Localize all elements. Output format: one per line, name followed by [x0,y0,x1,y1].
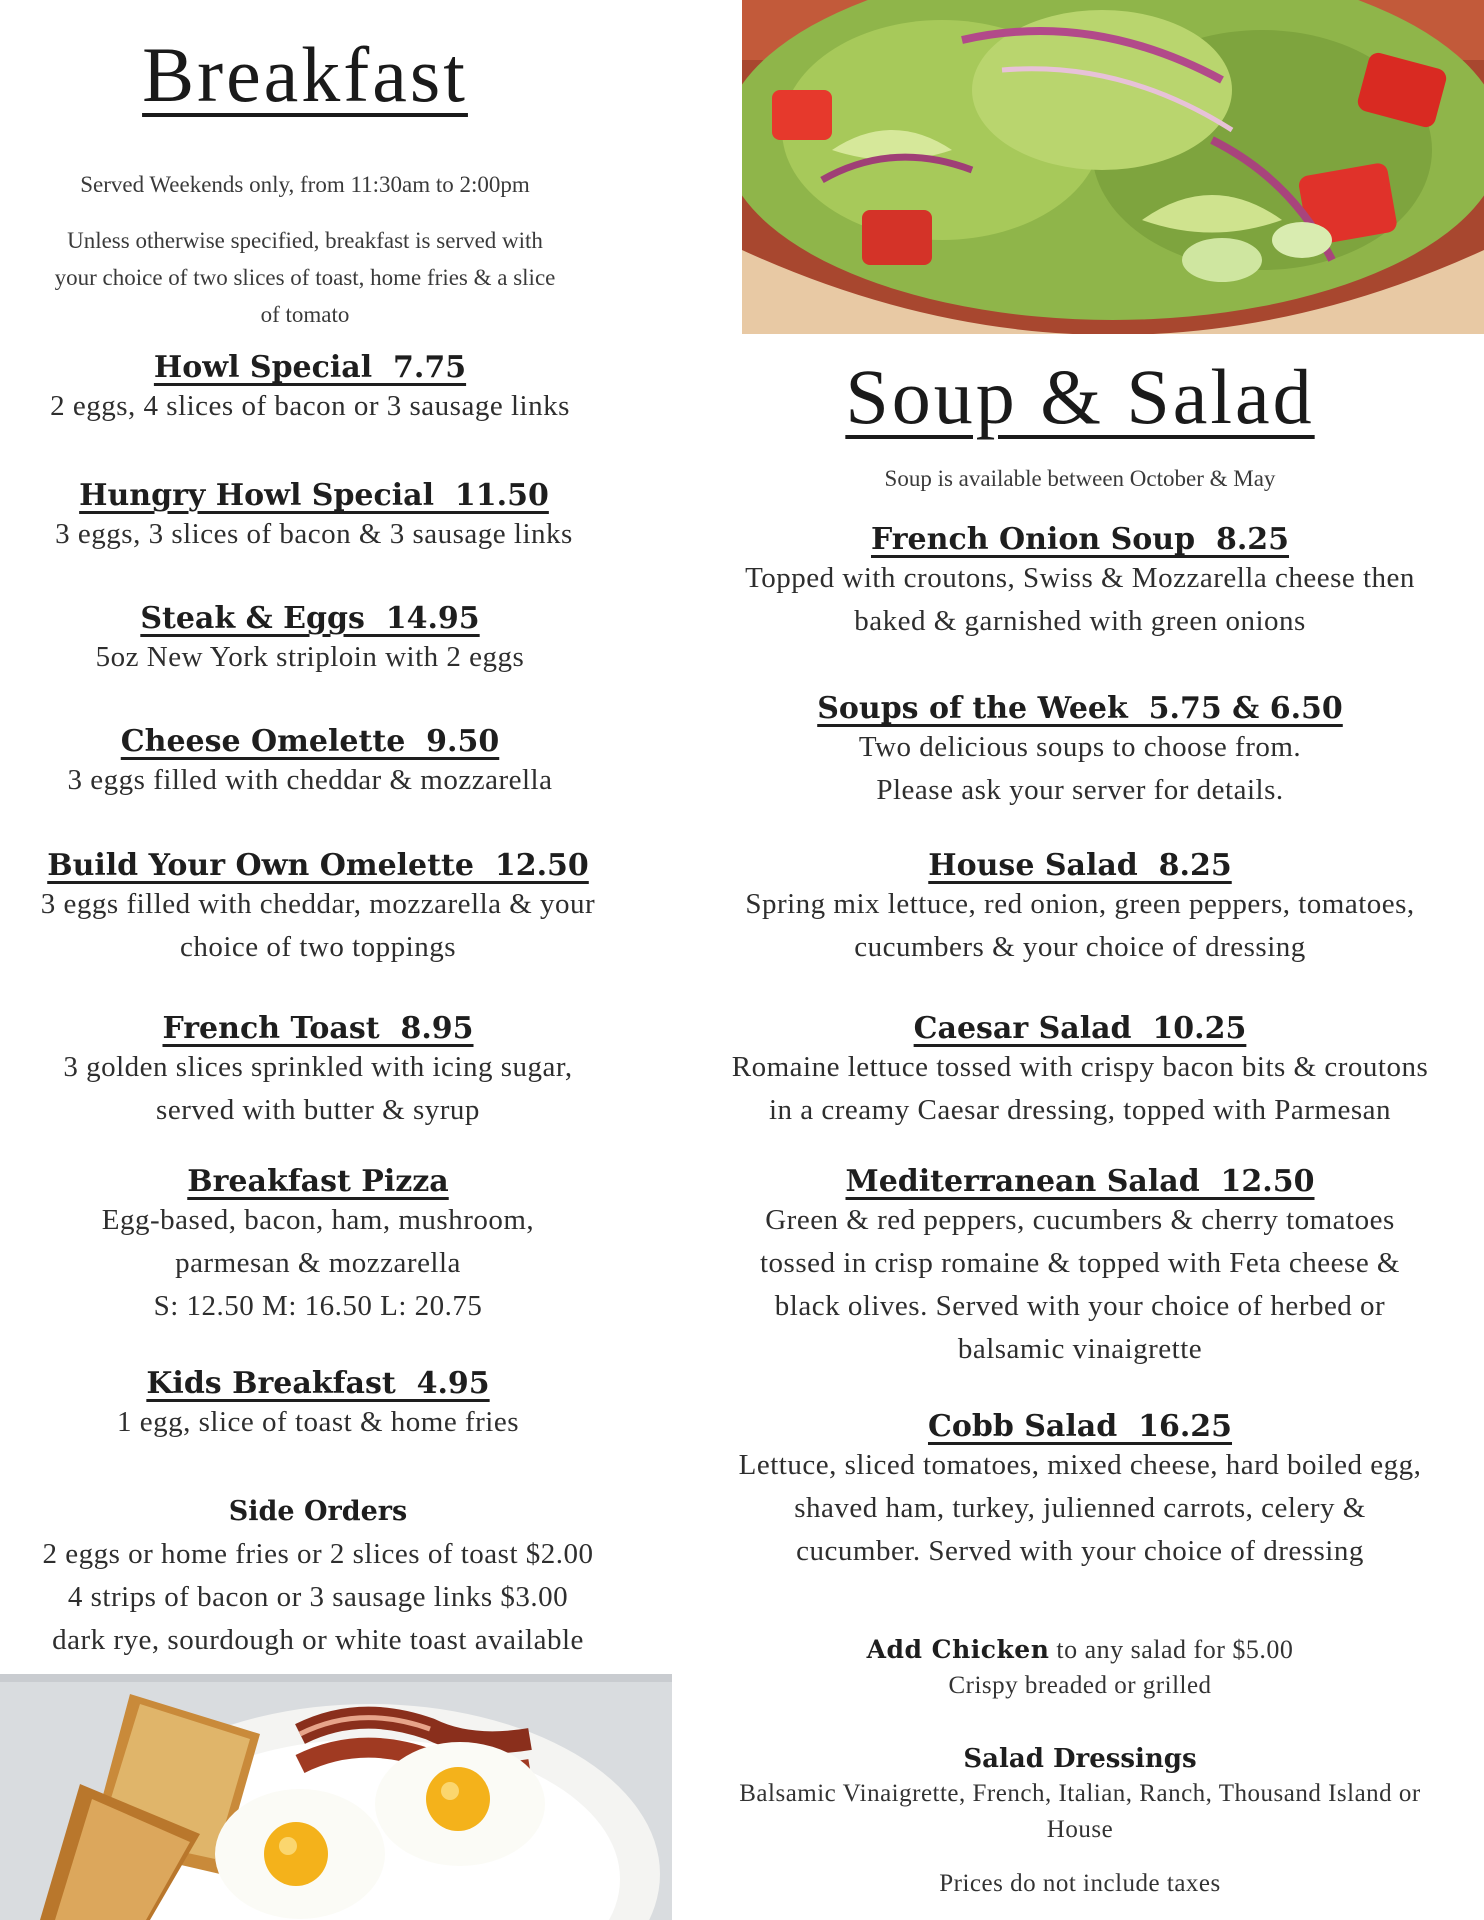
salad-dressings-line: House [1046,1816,1114,1843]
breakfast-photo [0,1674,672,1920]
side-orders [0,1496,636,1662]
item-desc: shaved ham, turkey, julienned carrots, celery & [794,1492,1366,1524]
item-desc: 2 eggs, 4 slices of bacon or 3 sausage links [50,390,570,422]
item-title: Mediterranean Salad 12.50 [845,1164,1315,1199]
menu-item-breakfast-pizza [0,1164,636,1328]
salad-dressings-title: Salad Dressings [963,1744,1197,1774]
item-desc: 3 eggs filled with cheddar & mozzarella [67,764,553,796]
breakfast-note-line: of tomato [260,302,350,327]
item-title: Breakfast Pizza [187,1164,449,1199]
item-title: French Onion Soup 8.25 [870,522,1290,557]
item-desc: Romaine lettuce tossed with crispy bacon bits & croutons [731,1051,1429,1083]
breakfast-note [0,222,610,333]
add-chicken-bold: Add Chicken [866,1635,1050,1664]
item-desc: served with butter & syrup [156,1094,480,1126]
item-title: House Salad 8.25 [928,848,1232,883]
item-desc: 3 golden slices sprinkled with icing sugar, [63,1051,573,1083]
menu-item-cobb-salad [690,1409,1470,1573]
add-chicken-sub: Crispy breaded or grilled [948,1672,1212,1699]
breakfast-title: Breakfast [142,31,468,118]
item-desc: Egg-based, bacon, ham, mushroom, [101,1204,535,1236]
item-desc: 1 egg, slice of toast & home fries [117,1406,519,1438]
item-desc: cucumbers & your choice of dressing [854,931,1306,963]
item-desc: baked & garnished with green onions [854,605,1306,637]
item-title: Steak & Eggs 14.95 [140,601,480,636]
taxes-note: Prices do not include taxes [939,1870,1221,1897]
menu-item-build-your-own-omelette [0,848,636,969]
item-desc: Spring mix lettuce, red onion, green peppers, tomatoes, [745,888,1415,920]
item-desc: 3 eggs filled with cheddar, mozzarella & your [40,888,596,920]
item-desc: balsamic vinaigrette [957,1333,1203,1365]
breakfast-note-line: Unless otherwise specified, breakfast is served with [67,228,543,253]
menu-item-hungry-howl-special [0,478,628,556]
item-desc: black olives. Served with your choice of herbed or [774,1290,1386,1322]
add-chicken-text: to any salad for $5.00 [1049,1635,1294,1664]
salad-dressings-line: Balsamic Vinaigrette, French, Italian, Ranch, Thousand Island or [739,1780,1421,1807]
side-orders-line: 4 strips of bacon or 3 sausage links $3.00 [67,1581,569,1613]
item-title: Cheese Omelette 9.50 [120,724,500,759]
soup-note: Soup is available between October & May [884,466,1276,491]
breakfast-hours: Served Weekends only, from 11:30am to 2:00pm [80,172,530,197]
item-title: Build Your Own Omelette 12.50 [47,848,589,883]
item-desc: tossed in crisp romaine & topped with Feta cheese & [760,1247,1400,1279]
breakfast-note-line: your choice of two slices of toast, home fries & a slice [54,265,556,290]
menu-item-french-onion-soup [690,522,1470,643]
item-title: Hungry Howl Special 11.50 [79,478,549,513]
item-desc: choice of two toppings [180,931,456,963]
item-title: Cobb Salad 16.25 [927,1409,1233,1444]
side-orders-line: dark rye, sourdough or white toast available [52,1624,584,1656]
add-chicken [690,1632,1470,1704]
menu-item-house-salad [690,848,1470,969]
menu-item-soups-of-the-week [690,691,1470,812]
soup-salad-title: Soup & Salad [845,353,1315,440]
item-title: French Toast 8.95 [162,1011,474,1046]
side-orders-title: Side Orders [228,1496,408,1527]
item-desc: 3 eggs, 3 slices of bacon & 3 sausage links [55,518,573,550]
item-desc: Please ask your server for details. [876,774,1284,806]
salad-dressings [690,1744,1470,1848]
menu-item-kids-breakfast [0,1366,636,1444]
item-desc: parmesan & mozzarella [175,1247,461,1279]
item-title: Caesar Salad 10.25 [913,1011,1247,1046]
menu-item-mediterranean-salad [690,1164,1470,1371]
item-desc: Topped with croutons, Swiss & Mozzarella cheese then [745,562,1415,594]
item-desc: S: 12.50 M: 16.50 L: 20.75 [153,1290,483,1322]
menu-item-steak-eggs [0,601,620,679]
item-desc: 5oz New York striploin with 2 eggs [95,641,525,673]
menu-item-caesar-salad [690,1011,1470,1132]
item-desc: Two delicious soups to choose from. [858,731,1302,763]
item-desc: cucumber. Served with your choice of dressing [796,1535,1364,1567]
salad-photo [742,0,1484,334]
menu-item-french-toast [0,1011,636,1132]
item-desc: Green & red peppers, cucumbers & cherry tomatoes [765,1204,1395,1236]
item-title: Soups of the Week 5.75 & 6.50 [817,691,1343,726]
item-title: Kids Breakfast 4.95 [146,1366,490,1401]
item-title: Howl Special 7.75 [153,350,467,385]
menu-item-howl-special [0,350,620,428]
menu-item-cheese-omelette [0,724,620,802]
side-orders-line: 2 eggs or home fries or 2 slices of toast $2.00 [42,1538,594,1570]
item-desc: Lettuce, sliced tomatoes, mixed cheese, hard boiled egg, [738,1449,1422,1481]
item-desc: in a creamy Caesar dressing, topped with Parmesan [768,1094,1392,1126]
